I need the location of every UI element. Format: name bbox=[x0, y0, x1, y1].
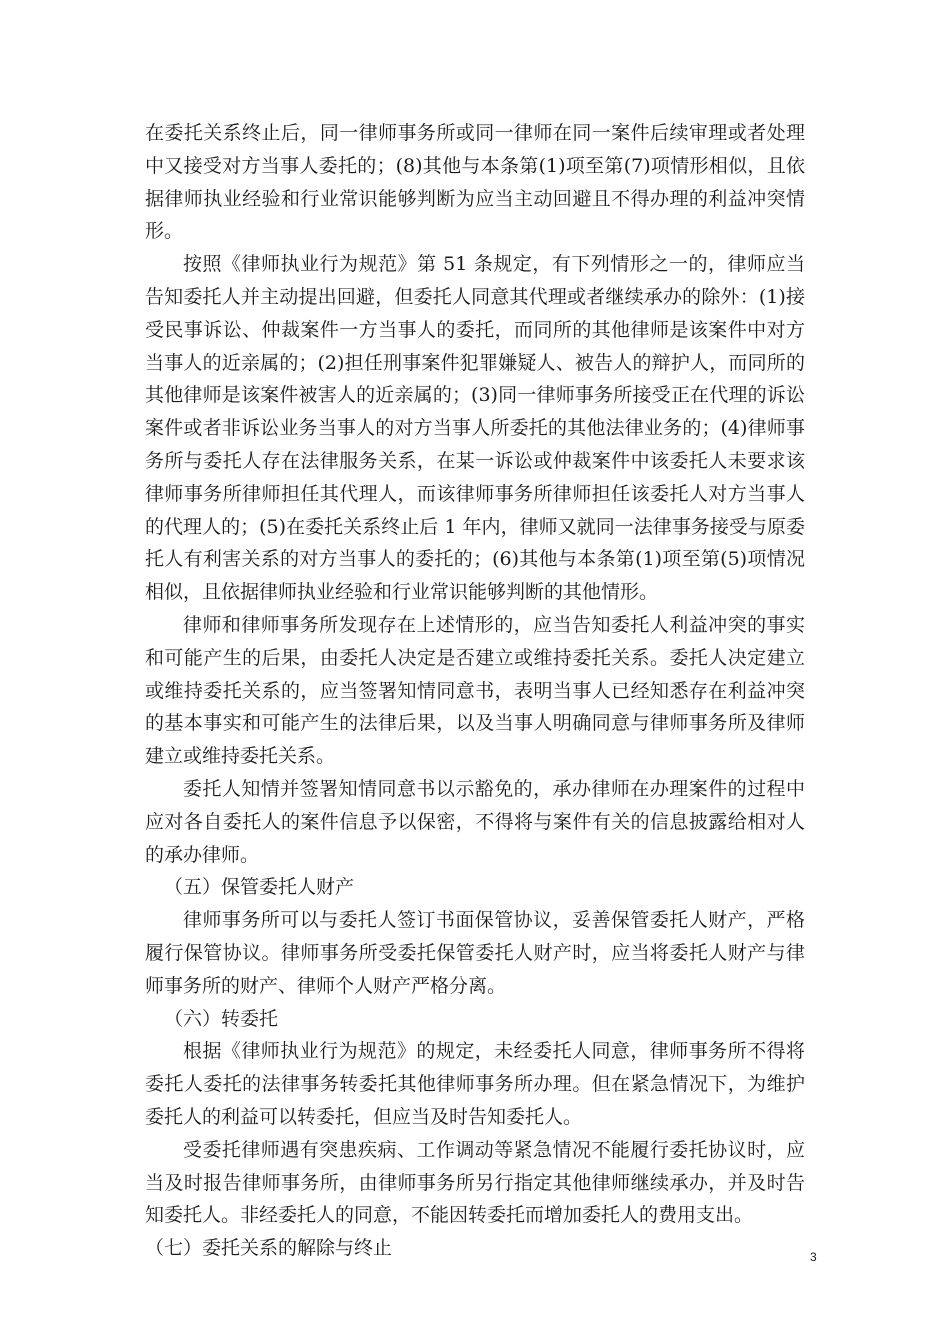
paragraph-transfer-emergency: 受委托律师遇有突患疾病、工作调动等紧急情况不能履行委托协议时，应当及时报告律师事务所，由律师事务所另行指定其他律师继续承办，并及时告知委托人。非经委托人的同意，不能因转委托而增加委托人的费用支出。 bbox=[145, 1138, 805, 1227]
page-number: 3 bbox=[810, 1250, 817, 1264]
paragraph-continuation: 在委托关系终止后，同一律师事务所或同一律师在同一案件后续审理或者处理中又接受对方当事人委托的；(8)其他与本条第(1)项至第(7)项情形相似，且依据律师执业经验和行业常识能够判断为应当主动回避且不得办理的利益冲突情形。 bbox=[145, 122, 805, 243]
section-heading-five: （五）保管委托人财产 bbox=[164, 876, 355, 899]
paragraph-article-51: 按照《律师执业行为规范》第 51 条规定，有下列情形之一的，律师应当告知委托人并主动提出回避，但委托人同意其代理或者继续承办的除外：(1)接受民事诉讼、仲裁案件一方当事人的委托，而同所的其他律师是该案件中对方当事人的近亲属的；(2)担任刑事案件犯罪嫌疑人、被告人的辩护人，而同所的其他律师是该案件被害人的近亲属的；(3)同一律师事务所接受正在代理的诉讼案件或者非诉讼业务当事人的对方当事人所委托的其他法律业务的；(4)律师事务所与委托人存在法律服务关系，在某一诉讼或仲裁案件中该委托人未要求该律师事务所律师担任其代理人，而该律师事务所律师担任该委托人对方当事人的代理人的；(5)在委托关系终止后 1 年内，律师又就同一法律事务接受与原委托人有利害关系的对方当事人的委托的；(6)其他与本条第(1)项至第(5)项情况相似，且依据律师执业经验和行业常识能够判断的其他情形。 bbox=[145, 253, 805, 604]
paragraph-conflict-disclosure: 律师和律师事务所发现存在上述情形的，应当告知委托人利益冲突的事实和可能产生的后果，由委托人决定是否建立或维持委托关系。委托人决定建立或维持委托关系的，应当签署知情同意书，表明当事人已经知悉存在利益冲突的基本事实和可能产生的法律后果，以及当事人明确同意与律师事务所及律师建立或维持委托关系。 bbox=[145, 613, 805, 768]
paragraph-waiver-confidentiality: 委托人知情并签署知情同意书以示豁免的，承办律师在办理案件的过程中应对各自委托人的案件信息予以保密，不得将与案件有关的信息披露给相对人的承办律师。 bbox=[145, 777, 805, 866]
section-heading-six: （六）转委托 bbox=[164, 1007, 279, 1030]
paragraph-property-custody: 律师事务所可以与委托人签订书面保管协议，妥善保管委托人财产，严格履行保管协议。律师事务所受委托保管委托人财产时，应当将委托人财产与律师事务所的财产、律师个人财产严格分离。 bbox=[145, 909, 805, 997]
document-body bbox=[145, 117, 805, 1265]
paragraph-transfer-rule: 根据《律师执业行为规范》的规定，未经委托人同意，律师事务所不得将委托人委托的法律事务转委托其他律师事务所办理。但在紧急情况下，为维护委托人的利益可以转委托，但应当及时告知委托人。 bbox=[145, 1040, 805, 1128]
section-heading-seven: （七）委托关系的解除与终止 bbox=[145, 1237, 393, 1260]
